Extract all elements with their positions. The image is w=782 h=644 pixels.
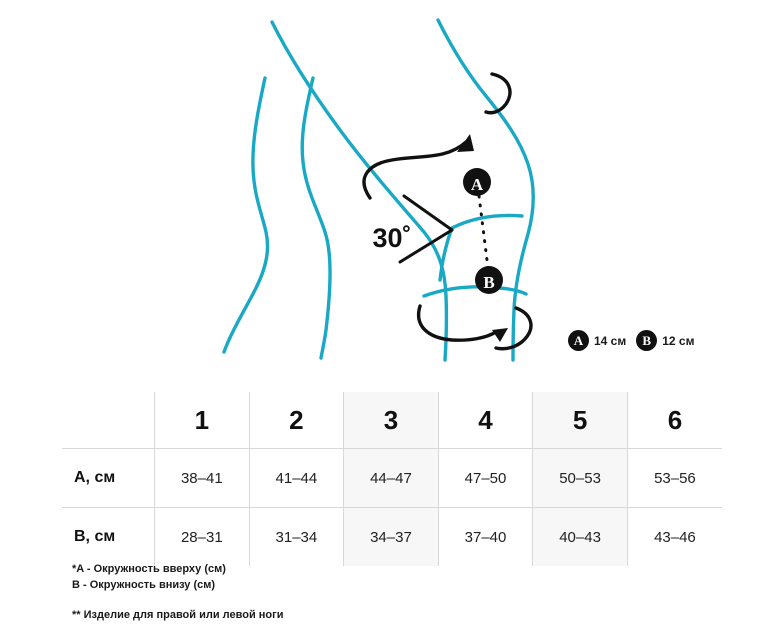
- cell-b-2: 31–34: [249, 508, 344, 567]
- badge-a-icon: A: [568, 330, 589, 351]
- legend-b-value: 12 см: [662, 333, 695, 348]
- svg-text:A: A: [470, 175, 484, 194]
- table-row: [62, 508, 722, 567]
- marker-b: [475, 266, 503, 294]
- column-header-4: 4: [438, 392, 533, 449]
- arrow-head-upper: [457, 134, 474, 152]
- column-header-2: 2: [249, 392, 344, 449]
- table-row: [62, 449, 722, 508]
- column-header-1: 1: [155, 392, 250, 449]
- size-table: [62, 392, 722, 566]
- legend-a-value: 14 см: [594, 333, 627, 348]
- footnotes: [72, 562, 284, 624]
- cell-b-1: 28–31: [155, 508, 250, 567]
- cell-b-6: 43–46: [627, 508, 722, 567]
- marker-a: [463, 168, 491, 196]
- measurement-legend: [568, 330, 694, 351]
- footnote-line-1: *A - Окружность вверху (см): [72, 563, 226, 575]
- column-header-3: 3: [344, 392, 439, 449]
- legend-item-b: [636, 330, 694, 351]
- cell-b-4: 37–40: [438, 508, 533, 567]
- row-label-a: A, см: [62, 449, 155, 508]
- legend-item-a: [568, 330, 626, 351]
- column-header-5: 5: [533, 392, 628, 449]
- cell-b-5: 40–43: [533, 508, 628, 567]
- cell-a-3: 44–47: [344, 449, 439, 508]
- footnote-line-3: ** Изделие для правой или левой ноги: [72, 608, 284, 621]
- cell-a-2: 41–44: [249, 449, 344, 508]
- column-header-6: 6: [627, 392, 722, 449]
- arrow-head-lower: [492, 328, 508, 342]
- table-header-row: [62, 392, 722, 449]
- badge-b-icon: B: [636, 330, 657, 351]
- cell-a-6: 53–56: [627, 449, 722, 508]
- size-table-container: [62, 392, 722, 566]
- cell-a-5: 50–53: [533, 449, 628, 508]
- row-label-b: B, см: [62, 508, 155, 567]
- angle-label: 30˚: [372, 223, 412, 253]
- dotted-connector: [479, 196, 488, 268]
- cell-a-1: 38–41: [155, 449, 250, 508]
- footnote-line-2: B - Окружность внизу (см): [72, 578, 216, 591]
- cell-a-4: 47–50: [438, 449, 533, 508]
- cell-b-3: 34–37: [344, 508, 439, 567]
- table-corner-cell: [62, 392, 155, 449]
- svg-text:B: B: [483, 273, 495, 292]
